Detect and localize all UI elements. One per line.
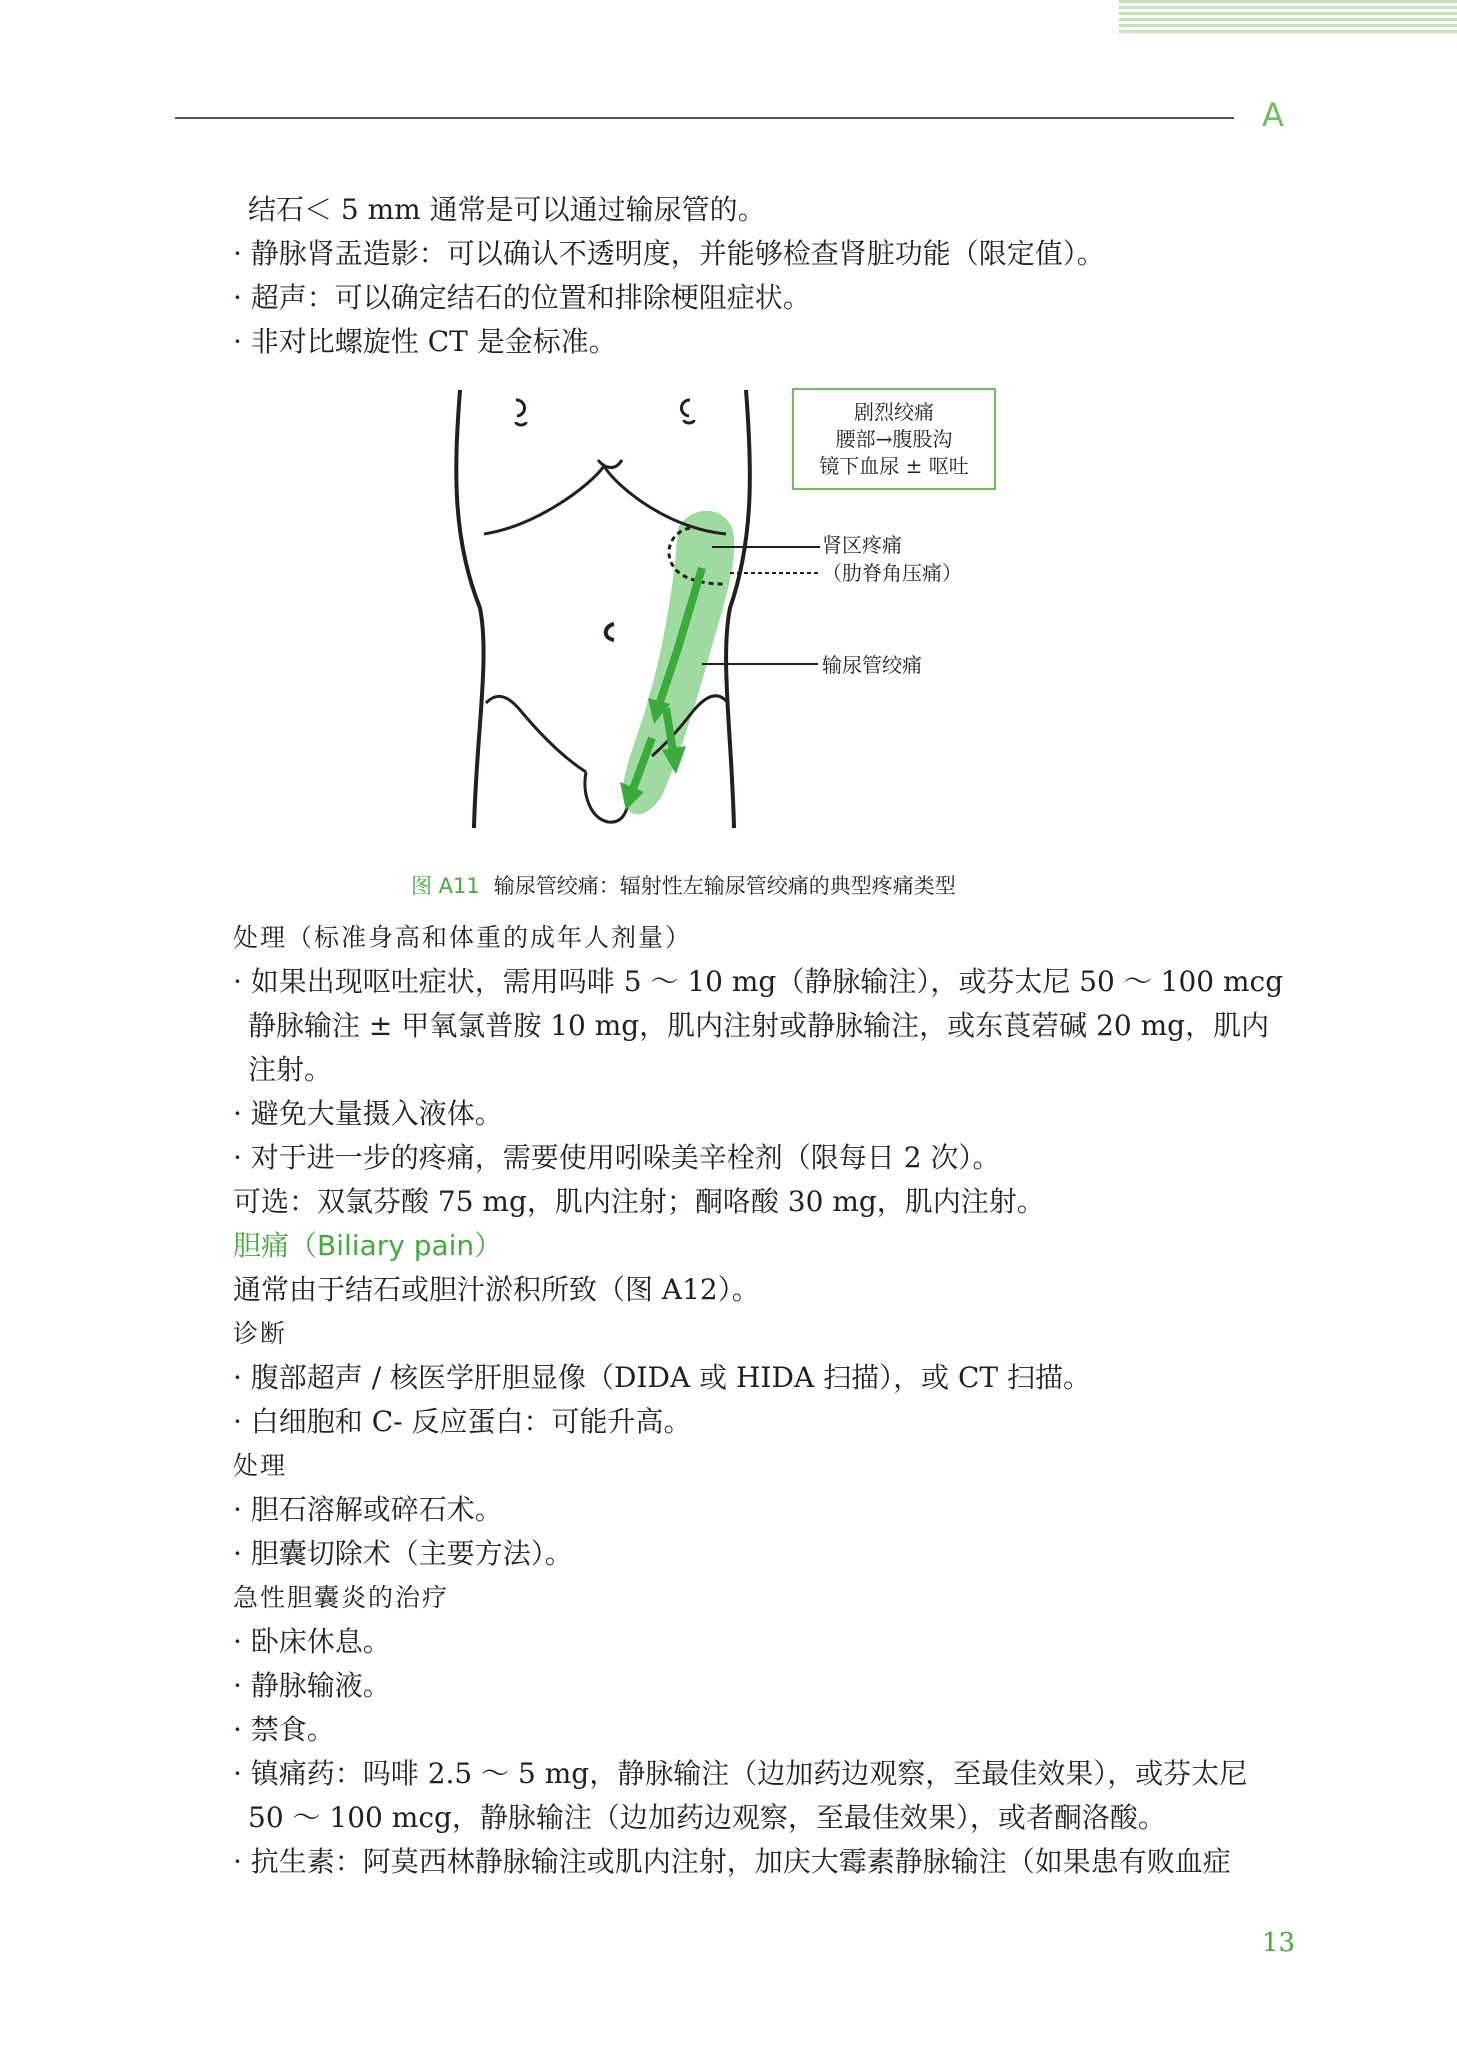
caption-number: 图 A11: [411, 874, 480, 898]
bullet-item: · 对于进一步的疼痛，需要使用吲哚美辛栓剂（限每日 2 次）。: [233, 1141, 1001, 1174]
bullet-item: · 腹部超声 / 核医学肝胆显像（DIDA 或 HIDA 扫描），或 CT 扫描。: [233, 1361, 1091, 1394]
bullet-item: · 镇痛药：吗啡 2.5 ～ 5 mg，静脉输注（边加药边观察，至最佳效果），或芬太尼: [233, 1757, 1248, 1790]
header-rule: [175, 117, 1234, 119]
annotation-costovertebral: （肋脊角压痛）: [822, 561, 962, 585]
text-line: 可选：双氯芬酸 75 mg，肌内注射；酮咯酸 30 mg，肌内注射。: [233, 1185, 1045, 1218]
bullet-item: · 白细胞和 C- 反应蛋白：可能升高。: [233, 1405, 692, 1438]
text-line: 注射。: [248, 1053, 333, 1086]
header-stripes: [1119, 0, 1457, 38]
text-line: 通常由于结石或胆汁淤积所致（图 A12）。: [233, 1273, 760, 1306]
bullet-item: · 避免大量摄入液体。: [233, 1097, 503, 1130]
section-letter: A: [1262, 96, 1284, 134]
bullet-item: · 胆石溶解或碎石术。: [233, 1493, 503, 1526]
section-heading: 处理（标准身高和体重的成年人剂量）: [233, 923, 693, 952]
callout-line: 腰部→腹股沟: [835, 427, 953, 451]
bullet-item: · 静脉输液。: [233, 1669, 391, 1702]
symptom-callout-box: [792, 388, 996, 490]
bullet-item: · 禁食。: [233, 1713, 335, 1746]
section-heading: 急性胆囊炎的治疗: [233, 1583, 450, 1612]
text-line: 结石＜ 5 mm 通常是可以通过输尿管的。: [248, 193, 766, 226]
annotation-kidney-pain: 肾区疼痛: [822, 533, 902, 557]
page-number: 13: [1262, 1928, 1296, 1958]
text-line: 50 ～ 100 mcg，静脉输注（边加药边观察，至最佳效果），或者酮洛酸。: [248, 1801, 1166, 1834]
title-cn: 胆痛: [233, 1229, 290, 1262]
text-line: 静脉输注 ± 甲氧氯普胺 10 mg，肌内注射或静脉输注，或东莨菪碱 20 mg，肌内: [248, 1009, 1270, 1042]
annotation-ureteric-colic: 输尿管绞痛: [822, 653, 922, 677]
bullet-item: · 如果出现呕吐症状，需用吗啡 5 ～ 10 mg（静脉输注），或芬太尼 50 ～ 100 mcg: [233, 965, 1284, 998]
section-heading: 诊断: [233, 1319, 288, 1348]
callout-line: 剧烈绞痛: [854, 400, 934, 424]
caption-text: 输尿管绞痛：辐射性左输尿管绞痛的典型疼痛类型: [493, 874, 956, 898]
bullet-item: · 胆囊切除术（主要方法）。: [233, 1537, 573, 1570]
title-en: （Biliary pain）: [289, 1229, 503, 1262]
callout-line: 镜下血尿 ± 呕吐: [819, 454, 969, 478]
bullet-item: · 卧床休息。: [233, 1625, 391, 1658]
bullet-item: · 超声：可以确定结石的位置和排除梗阻症状。: [233, 281, 811, 314]
section-heading: 处理: [233, 1451, 288, 1480]
figure-caption: [411, 870, 956, 900]
bullet-item: · 抗生素：阿莫西林静脉输注或肌内注射，加庆大霉素静脉输注（如果患有败血症: [233, 1845, 1231, 1878]
bullet-item: · 非对比螺旋性 CT 是金标准。: [233, 325, 617, 358]
section-title-biliary: [233, 1226, 502, 1266]
bullet-item: · 静脉肾盂造影：可以确认不透明度，并能够检查肾脏功能（限定值）。: [233, 237, 1105, 270]
